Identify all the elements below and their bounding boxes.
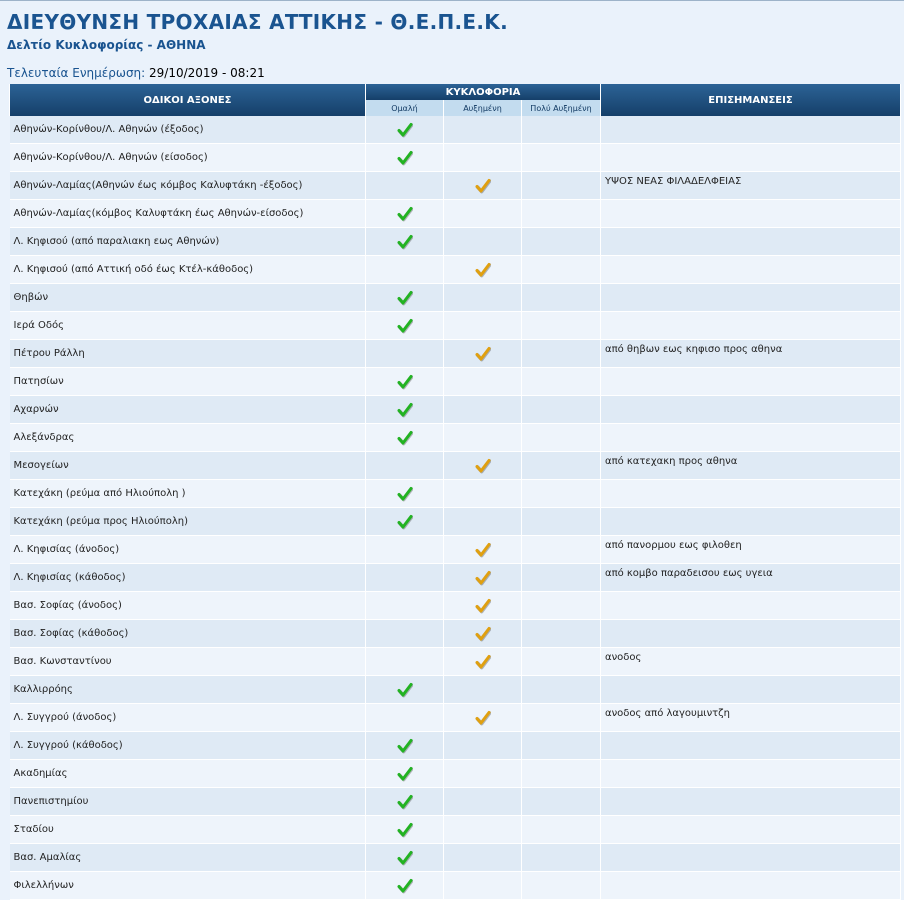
status-cell-very-increased	[522, 648, 601, 676]
road-note	[601, 144, 901, 172]
status-cell-very-increased	[522, 564, 601, 592]
road-note	[601, 508, 901, 536]
road-note	[601, 816, 901, 844]
status-cell-increased	[444, 788, 522, 816]
green-check-icon	[366, 150, 443, 166]
status-cell-very-increased	[522, 844, 601, 872]
table-row	[10, 844, 901, 872]
status-cell-increased	[444, 200, 522, 228]
table-row	[10, 732, 901, 760]
green-check-icon	[366, 738, 443, 754]
road-name: Λ. Κηφισίας (άνοδος)	[10, 536, 366, 564]
status-cell-very-increased	[522, 704, 601, 732]
status-cell-normal	[366, 228, 444, 256]
status-cell-normal	[366, 480, 444, 508]
status-cell-normal	[366, 284, 444, 312]
road-name: Αχαρνών	[10, 396, 366, 424]
road-name: Λ. Κηφισού (από παραλιακη εως Αθηνών)	[10, 228, 366, 256]
status-cell-normal	[366, 200, 444, 228]
status-cell-increased	[444, 760, 522, 788]
table-row	[10, 312, 901, 340]
road-name: Κατεχάκη (ρεύμα από Ηλιούπολη )	[10, 480, 366, 508]
green-check-icon	[366, 878, 443, 894]
status-cell-normal	[366, 564, 444, 592]
table-row	[10, 424, 901, 452]
status-cell-normal	[366, 172, 444, 200]
status-cell-very-increased	[522, 788, 601, 816]
top-border	[0, 0, 904, 1]
status-cell-very-increased	[522, 620, 601, 648]
status-cell-very-increased	[522, 816, 601, 844]
table-row	[10, 620, 901, 648]
status-cell-normal	[366, 704, 444, 732]
status-cell-very-increased	[522, 452, 601, 480]
road-name: Αθηνών-Λαμίας(Αθηνών έως κόμβος Καλυφτάκη -έξοδος)	[10, 172, 366, 200]
status-cell-normal	[366, 788, 444, 816]
road-name: Σταδίου	[10, 816, 366, 844]
status-cell-increased	[444, 312, 522, 340]
road-name: Φιλελλήνων	[10, 872, 366, 900]
road-note: από θηβων εως κηφισο προς αθηνα	[601, 340, 901, 368]
status-cell-normal	[366, 676, 444, 704]
status-cell-very-increased	[522, 760, 601, 788]
status-cell-normal	[366, 592, 444, 620]
status-cell-very-increased	[522, 368, 601, 396]
table-row	[10, 396, 901, 424]
green-check-icon	[366, 766, 443, 782]
status-cell-increased	[444, 508, 522, 536]
status-cell-increased	[444, 144, 522, 172]
status-cell-normal	[366, 144, 444, 172]
table-row	[10, 144, 901, 172]
table-row	[10, 452, 901, 480]
road-note	[601, 228, 901, 256]
status-cell-increased	[444, 172, 522, 200]
road-note	[601, 844, 901, 872]
status-cell-increased	[444, 228, 522, 256]
green-check-icon	[366, 206, 443, 222]
road-note: από πανορμου εως φιλοθεη	[601, 536, 901, 564]
table-row	[10, 508, 901, 536]
table-row	[10, 256, 901, 284]
page-title: ΔΙΕΥΘΥΝΣΗ ΤΡΟΧΑΙΑΣ ΑΤΤΙΚΗΣ - Θ.Ε.Π.Ε.Κ.	[7, 10, 508, 34]
subheader-very-increased: Πολύ Αυξημένη	[522, 100, 601, 116]
orange-check-icon	[444, 178, 521, 194]
status-cell-increased	[444, 396, 522, 424]
header-traffic: ΚΥΚΛΟΦΟΡΙΑ	[366, 84, 601, 100]
status-cell-normal	[366, 116, 444, 144]
status-cell-normal	[366, 256, 444, 284]
road-note: από κατεχακη προς αθηνα	[601, 452, 901, 480]
status-cell-normal	[366, 312, 444, 340]
road-note	[601, 592, 901, 620]
road-note	[601, 256, 901, 284]
table-row	[10, 788, 901, 816]
status-cell-increased	[444, 340, 522, 368]
status-cell-increased	[444, 676, 522, 704]
header-roads: ΟΔΙΚΟΙ ΑΞΟΝΕΣ	[10, 84, 366, 116]
subheader-increased: Αυξημένη	[444, 100, 522, 116]
status-cell-increased	[444, 620, 522, 648]
road-note	[601, 872, 901, 900]
status-cell-increased	[444, 564, 522, 592]
table-row	[10, 480, 901, 508]
status-cell-increased	[444, 732, 522, 760]
green-check-icon	[366, 290, 443, 306]
table-row	[10, 284, 901, 312]
road-name: Βασ. Κωνσταντίνου	[10, 648, 366, 676]
status-cell-increased	[444, 256, 522, 284]
status-cell-increased	[444, 816, 522, 844]
status-cell-very-increased	[522, 256, 601, 284]
orange-check-icon	[444, 570, 521, 586]
road-name: Ακαδημίας	[10, 760, 366, 788]
table-row	[10, 172, 901, 200]
road-note: ανοδος	[601, 648, 901, 676]
green-check-icon	[366, 794, 443, 810]
road-name: Αθηνών-Κορίνθου/Λ. Αθηνών (έξοδος)	[10, 116, 366, 144]
status-cell-very-increased	[522, 312, 601, 340]
status-cell-normal	[366, 732, 444, 760]
road-name: Λ. Κηφισού (από Αττική οδό έως Κτέλ-κάθοδος)	[10, 256, 366, 284]
green-check-icon	[366, 318, 443, 334]
last-update-label: Τελευταία Ενημέρωση:	[7, 66, 146, 80]
status-cell-very-increased	[522, 172, 601, 200]
page-subtitle: Δελτίο Κυκλοφορίας - ΑΘΗΝΑ	[7, 38, 206, 52]
table-row	[10, 116, 901, 144]
status-cell-increased	[444, 480, 522, 508]
status-cell-normal	[366, 452, 444, 480]
road-name: Μεσογείων	[10, 452, 366, 480]
orange-check-icon	[444, 710, 521, 726]
green-check-icon	[366, 402, 443, 418]
status-cell-very-increased	[522, 424, 601, 452]
road-note	[601, 424, 901, 452]
road-note	[601, 284, 901, 312]
status-cell-normal	[366, 424, 444, 452]
status-cell-normal	[366, 620, 444, 648]
green-check-icon	[366, 430, 443, 446]
road-name: Βασ. Σοφίας (κάθοδος)	[10, 620, 366, 648]
road-note	[601, 480, 901, 508]
header-notes: ΕΠΙΣΗΜΑΝΣΕΙΣ	[601, 84, 901, 116]
orange-check-icon	[444, 262, 521, 278]
road-note	[601, 396, 901, 424]
table-row	[10, 340, 901, 368]
status-cell-very-increased	[522, 144, 601, 172]
table-row	[10, 816, 901, 844]
status-cell-very-increased	[522, 284, 601, 312]
orange-check-icon	[444, 458, 521, 474]
status-cell-increased	[444, 704, 522, 732]
status-cell-increased	[444, 872, 522, 900]
status-cell-normal	[366, 508, 444, 536]
table-row	[10, 704, 901, 732]
status-cell-very-increased	[522, 592, 601, 620]
orange-check-icon	[444, 346, 521, 362]
green-check-icon	[366, 234, 443, 250]
status-cell-very-increased	[522, 872, 601, 900]
road-note: ανοδος από λαγουμιντζη	[601, 704, 901, 732]
status-cell-very-increased	[522, 676, 601, 704]
road-name: Πανεπιστημίου	[10, 788, 366, 816]
orange-check-icon	[444, 542, 521, 558]
road-note	[601, 620, 901, 648]
table-row	[10, 200, 901, 228]
road-name: Αθηνών-Κορίνθου/Λ. Αθηνών (είσοδος)	[10, 144, 366, 172]
green-check-icon	[366, 682, 443, 698]
table-row	[10, 536, 901, 564]
green-check-icon	[366, 514, 443, 530]
status-cell-very-increased	[522, 396, 601, 424]
green-check-icon	[366, 374, 443, 390]
orange-check-icon	[444, 626, 521, 642]
status-cell-increased	[444, 452, 522, 480]
table-row	[10, 564, 901, 592]
road-note: από κομβο παραδεισου εως υγεια	[601, 564, 901, 592]
table-row	[10, 872, 901, 900]
green-check-icon	[366, 822, 443, 838]
status-cell-increased	[444, 368, 522, 396]
road-name: Λ. Κηφισίας (κάθοδος)	[10, 564, 366, 592]
road-name: Πατησίων	[10, 368, 366, 396]
orange-check-icon	[444, 598, 521, 614]
road-name: Κατεχάκη (ρεύμα προς Ηλιούπολη)	[10, 508, 366, 536]
orange-check-icon	[444, 654, 521, 670]
status-cell-very-increased	[522, 480, 601, 508]
status-cell-normal	[366, 648, 444, 676]
status-cell-normal	[366, 536, 444, 564]
status-cell-normal	[366, 844, 444, 872]
road-name: Λ. Συγγρού (άνοδος)	[10, 704, 366, 732]
road-note	[601, 368, 901, 396]
road-note	[601, 116, 901, 144]
green-check-icon	[366, 486, 443, 502]
status-cell-normal	[366, 760, 444, 788]
table-row	[10, 228, 901, 256]
road-name: Πέτρου Ράλλη	[10, 340, 366, 368]
status-cell-increased	[444, 536, 522, 564]
road-name: Λ. Συγγρού (κάθοδος)	[10, 732, 366, 760]
status-cell-increased	[444, 844, 522, 872]
table-row	[10, 648, 901, 676]
status-cell-increased	[444, 424, 522, 452]
road-note	[601, 312, 901, 340]
road-note	[601, 788, 901, 816]
status-cell-normal	[366, 816, 444, 844]
status-cell-very-increased	[522, 732, 601, 760]
road-name: Καλλιρρόης	[10, 676, 366, 704]
road-note	[601, 760, 901, 788]
road-name: Βασ. Σοφίας (άνοδος)	[10, 592, 366, 620]
status-cell-normal	[366, 368, 444, 396]
status-cell-very-increased	[522, 116, 601, 144]
subheader-normal: Ομαλή	[366, 100, 444, 116]
status-cell-increased	[444, 648, 522, 676]
table-row	[10, 368, 901, 396]
road-name: Αλεξάνδρας	[10, 424, 366, 452]
road-note: ΥΨΟΣ ΝΕΑΣ ΦΙΛΑΔΕΛΦΕΙΑΣ	[601, 172, 901, 200]
last-update	[7, 66, 265, 80]
status-cell-normal	[366, 396, 444, 424]
road-name: Αθηνών-Λαμίας(κόμβος Καλυφτάκη έως Αθηνών-είσοδος)	[10, 200, 366, 228]
green-check-icon	[366, 850, 443, 866]
status-cell-very-increased	[522, 536, 601, 564]
last-update-value: 29/10/2019 - 08:21	[149, 66, 265, 80]
traffic-table	[9, 84, 901, 900]
status-cell-very-increased	[522, 340, 601, 368]
status-cell-very-increased	[522, 228, 601, 256]
table-row	[10, 676, 901, 704]
status-cell-increased	[444, 116, 522, 144]
table-row	[10, 592, 901, 620]
status-cell-very-increased	[522, 200, 601, 228]
status-cell-increased	[444, 284, 522, 312]
status-cell-very-increased	[522, 508, 601, 536]
road-note	[601, 200, 901, 228]
status-cell-increased	[444, 592, 522, 620]
status-cell-normal	[366, 340, 444, 368]
road-note	[601, 676, 901, 704]
status-cell-normal	[366, 872, 444, 900]
green-check-icon	[366, 122, 443, 138]
road-note	[601, 732, 901, 760]
road-name: Βασ. Αμαλίας	[10, 844, 366, 872]
road-name: Θηβών	[10, 284, 366, 312]
road-name: Ιερά Οδός	[10, 312, 366, 340]
table-row	[10, 760, 901, 788]
